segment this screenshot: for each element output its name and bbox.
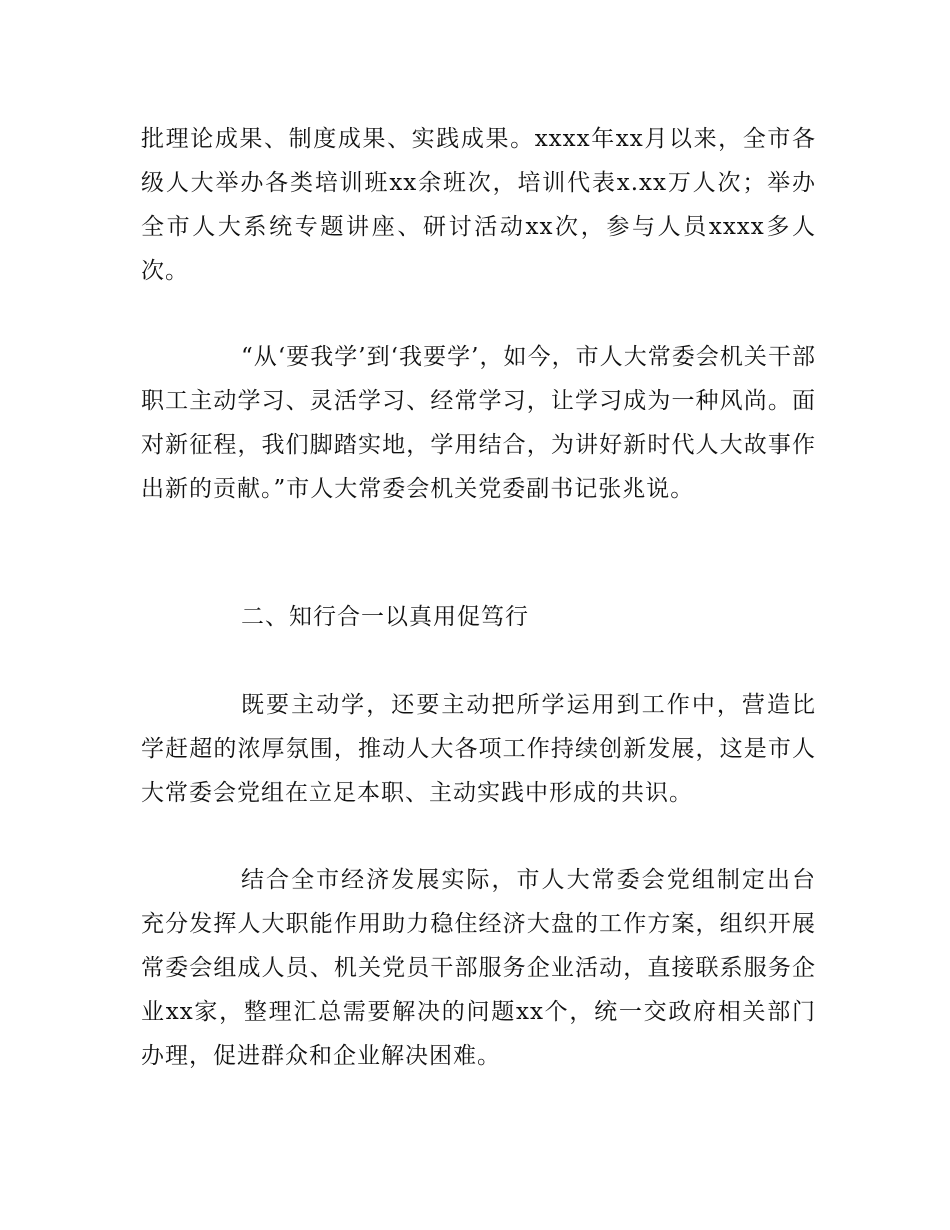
section-heading-two: 二、知行合一以真用促笃行	[241, 604, 529, 630]
paragraph-training-summary: 批理论成果、制度成果、实践成果。xxxx年xx月以来，全市各级人大举办各类培训班xx余班次，培训代表x.xx万人次；举办全市人大系统专题讲座、研讨活动xx次，参与人员xxxx多人次。	[141, 126, 816, 284]
paragraph-quote-learning: “从‘要我学’到‘我要学’，如今，市人大常委会机关干部职工主动学习、灵活学习、经常学习，让学习成为一种风尚。面对新征程，我们脚踏实地，学用结合，为讲好新时代人大故事作出新的贡献。”市人大常委会机关党委副书记张兆说。	[141, 344, 816, 502]
paragraph-economy-plan: 结合全市经济发展实际，市人大常委会党组制定出台充分发挥人大职能作用助力稳住经济大盘的工作方案，组织开展常委会组成人员、机关党员干部服务企业活动，直接联系服务企业xx家，整理汇总需要解决的问题xx个，统一交政府相关部门办理，促进群众和企业解决困难。	[141, 867, 816, 1069]
paragraph-practice-consensus: 既要主动学，还要主动把所学运用到工作中，营造比学赶超的浓厚氛围，推动人大各项工作持续创新发展，这是市人大常委会党组在立足本职、主动实践中形成的共识。	[141, 692, 816, 806]
